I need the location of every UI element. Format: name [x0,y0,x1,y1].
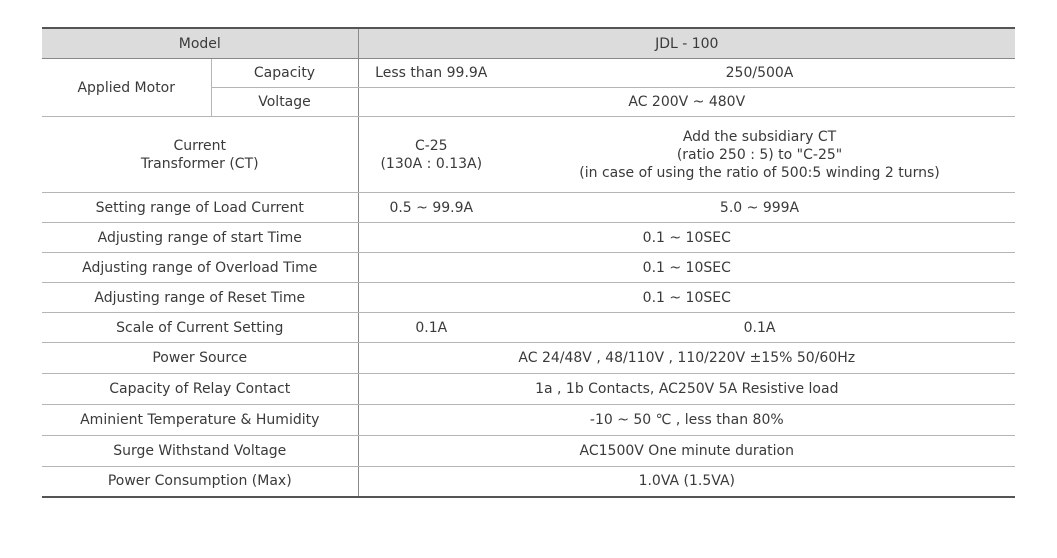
relay-contact-row [42,374,1015,405]
ambient-value: -10 ~ 50 ℃ , less than 80% [358,405,1015,436]
start-time-label: Adjusting range of start Time [42,223,358,253]
consumption-row [42,467,1015,497]
surge-label: Surge Withstand Voltage [42,436,358,467]
capacity-label: Capacity [211,59,358,88]
ct-large-line3: (in case of using the ratio of 500:5 winding 2 turns) [579,164,940,181]
power-source-row [42,343,1015,374]
ct-large-value [504,117,1015,193]
ct-small-value [358,117,504,193]
capacity-large-value: 250/500A [504,59,1015,88]
power-source-value: AC 24/48V , 48/110V , 110/220V ±15% 50/60Hz [358,343,1015,374]
ct-large-line1: Add the subsidiary CT [682,128,837,145]
ambient-row [42,405,1015,436]
overload-time-row [42,253,1015,283]
power-source-label: Power Source [42,343,358,374]
scale-current-label: Scale of Current Setting [42,313,358,343]
ct-label-line1: Current [173,137,227,154]
voltage-value: AC 200V ~ 480V [358,88,1015,117]
ct-large-line2: (ratio 250 : 5) to "C-25" [676,146,843,163]
load-current-row [42,193,1015,223]
ambient-label: Aminient Temperature & Humidity [42,405,358,436]
start-time-row [42,223,1015,253]
surge-value: AC1500V One minute duration [358,436,1015,467]
capacity-small-value: Less than 99.9A [358,59,504,88]
applied-motor-label: Applied Motor [42,59,211,117]
reset-time-row [42,283,1015,313]
voltage-label: Voltage [211,88,358,117]
reset-time-value: 0.1 ~ 10SEC [358,283,1015,313]
applied-motor-capacity-row [42,59,1015,88]
ct-small-line2: (130A : 0.13A) [380,155,483,172]
scale-current-row [42,313,1015,343]
load-current-label: Setting range of Load Current [42,193,358,223]
surge-row [42,436,1015,467]
model-value: JDL - 100 [358,28,1015,59]
load-current-small: 0.5 ~ 99.9A [358,193,504,223]
model-label: Model [42,28,358,59]
start-time-value: 0.1 ~ 10SEC [358,223,1015,253]
consumption-value: 1.0VA (1.5VA) [358,467,1015,497]
ct-label [42,117,358,193]
specification-table [42,27,1015,498]
overload-time-value: 0.1 ~ 10SEC [358,253,1015,283]
load-current-large: 5.0 ~ 999A [504,193,1015,223]
relay-contact-label: Capacity of Relay Contact [42,374,358,405]
ct-small-line1: C-25 [414,137,448,154]
scale-current-large: 0.1A [504,313,1015,343]
consumption-label: Power Consumption (Max) [42,467,358,497]
relay-contact-value: 1a , 1b Contacts, AC250V 5A Resistive load [358,374,1015,405]
header-row [42,28,1015,59]
ct-label-line2: Transformer (CT) [140,155,259,172]
reset-time-label: Adjusting range of Reset Time [42,283,358,313]
overload-time-label: Adjusting range of Overload Time [42,253,358,283]
scale-current-small: 0.1A [358,313,504,343]
ct-row [42,117,1015,193]
